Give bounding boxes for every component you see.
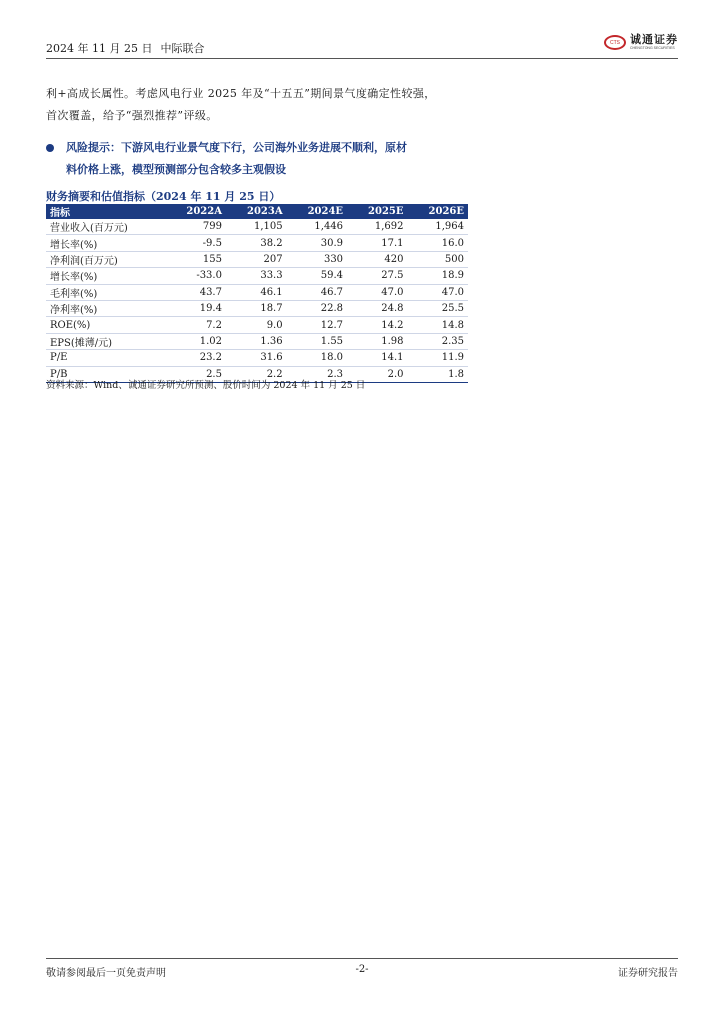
table-header-cell: 指标 (46, 204, 165, 219)
table-header-cell: 2022A (165, 204, 226, 219)
table-cell: 9.0 (226, 317, 287, 333)
table-row (46, 317, 468, 333)
table-cell: 46.1 (226, 284, 287, 300)
table-cell: 1.36 (226, 333, 287, 349)
table-cell: 19.4 (165, 300, 226, 316)
table-cell: 2.3 (287, 366, 347, 382)
intro-line-1: 利+高成长属性。考虑风电行业 2025 年及“十五五”期间景气度确定性较强， (46, 87, 436, 100)
risk-warning (46, 137, 470, 181)
table-header-cell: 2026E (408, 204, 469, 219)
table-cell: 207 (226, 251, 287, 267)
table-cell: 155 (165, 251, 226, 267)
table-cell: 30.9 (287, 235, 347, 251)
table-cell: 18.7 (226, 300, 287, 316)
table-row (46, 251, 468, 267)
table-cell: 增长率(%) (46, 235, 165, 251)
table-cell: 1.8 (408, 366, 469, 382)
table-cell: P/B (46, 366, 165, 382)
table-row (46, 284, 468, 300)
table-cell: 1.98 (347, 333, 407, 349)
table-cell: P/E (46, 350, 165, 366)
footer-page-number: -2- (355, 964, 369, 975)
table-cell: 11.9 (408, 350, 469, 366)
table-cell: 27.5 (347, 268, 407, 284)
table-cell: 1,692 (347, 219, 407, 235)
table-cell: 净利润(百万元) (46, 251, 165, 267)
table-cell: 46.7 (287, 284, 347, 300)
intro-line-2: 首次覆盖，给予“强烈推荐”评级。 (46, 109, 218, 122)
financial-summary-table (46, 204, 468, 383)
header-left (46, 40, 204, 56)
table-cell: 47.0 (347, 284, 407, 300)
table-cell: 毛利率(%) (46, 284, 165, 300)
table-cell: 500 (408, 251, 469, 267)
footer-report-type: 证券研究报告 (618, 968, 678, 979)
table-cell: 31.6 (226, 350, 287, 366)
logo-cn: 诚通证券 (630, 33, 678, 46)
logo-mark-icon (604, 35, 626, 50)
table-cell: 12.7 (287, 317, 347, 333)
table-cell: 16.0 (408, 235, 469, 251)
table-cell: 43.7 (165, 284, 226, 300)
table-cell: -9.5 (165, 235, 226, 251)
header-date: 2024 年 11 月 25 日 (46, 42, 153, 55)
table-row (46, 333, 468, 349)
table-cell: 营业收入(百万元) (46, 219, 165, 235)
footer-disclaimer: 敬请参阅最后一页免责声明 (46, 968, 166, 979)
table-cell: 17.1 (347, 235, 407, 251)
table-cell: 2.5 (165, 366, 226, 382)
table-cell: 18.9 (408, 268, 469, 284)
table-row (46, 219, 468, 235)
header-company: 中际联合 (160, 42, 205, 55)
table-cell: 25.5 (408, 300, 469, 316)
table-cell: 420 (347, 251, 407, 267)
table-cell: 22.8 (287, 300, 347, 316)
table-cell: 14.1 (347, 350, 407, 366)
table-cell: 33.3 (226, 268, 287, 284)
table-cell: 38.2 (226, 235, 287, 251)
table-header-cell: 2025E (347, 204, 407, 219)
footer-divider (46, 958, 678, 959)
table-cell: 14.2 (347, 317, 407, 333)
table-cell: 1.55 (287, 333, 347, 349)
table-cell: 330 (287, 251, 347, 267)
logo-text (630, 34, 678, 51)
table-cell: 59.4 (287, 268, 347, 284)
logo-mark-text: CTS (610, 39, 620, 46)
table-cell: -33.0 (165, 268, 226, 284)
table-cell: 799 (165, 219, 226, 235)
table-cell: 净利率(%) (46, 300, 165, 316)
header-divider (46, 58, 678, 59)
company-logo (604, 34, 678, 51)
table-cell: 24.8 (347, 300, 407, 316)
table-cell: 7.2 (165, 317, 226, 333)
table-cell: 1,446 (287, 219, 347, 235)
risk-line-1: 风险提示：下游风电行业景气度下行，公司海外业务进展不顺利，原材 (66, 141, 407, 154)
table-source-note: 资料来源：Wind、诚通证券研究所预测、股价时间为 2024 年 11 月 25 日 (46, 380, 366, 391)
table-row (46, 300, 468, 316)
table-title: 财务摘要和估值指标（2024 年 11 月 25 日） (46, 190, 281, 203)
table-header-cell: 2023A (226, 204, 287, 219)
risk-line-2: 料价格上涨，模型预测部分包含较多主观假设 (66, 163, 286, 176)
table-header-row (46, 204, 468, 219)
table-cell: EPS(摊薄/元) (46, 333, 165, 349)
table-cell: 2.35 (408, 333, 469, 349)
table-cell: 1.02 (165, 333, 226, 349)
table-header-cell: 2024E (287, 204, 347, 219)
table-cell: ROE(%) (46, 317, 165, 333)
table-row (46, 235, 468, 251)
intro-paragraph (46, 83, 466, 127)
table-cell: 2.0 (347, 366, 407, 382)
table-cell: 2.2 (226, 366, 287, 382)
logo-en: CHENGTONG SECURITIES (630, 46, 675, 50)
table-cell: 23.2 (165, 350, 226, 366)
page-header (46, 34, 678, 58)
table-cell: 47.0 (408, 284, 469, 300)
table-cell: 18.0 (287, 350, 347, 366)
table-row (46, 350, 468, 366)
table-cell: 14.8 (408, 317, 469, 333)
table-cell: 增长率(%) (46, 268, 165, 284)
table-cell: 1,105 (226, 219, 287, 235)
bullet-icon (46, 144, 54, 152)
table-cell: 1,964 (408, 219, 469, 235)
table-row (46, 268, 468, 284)
